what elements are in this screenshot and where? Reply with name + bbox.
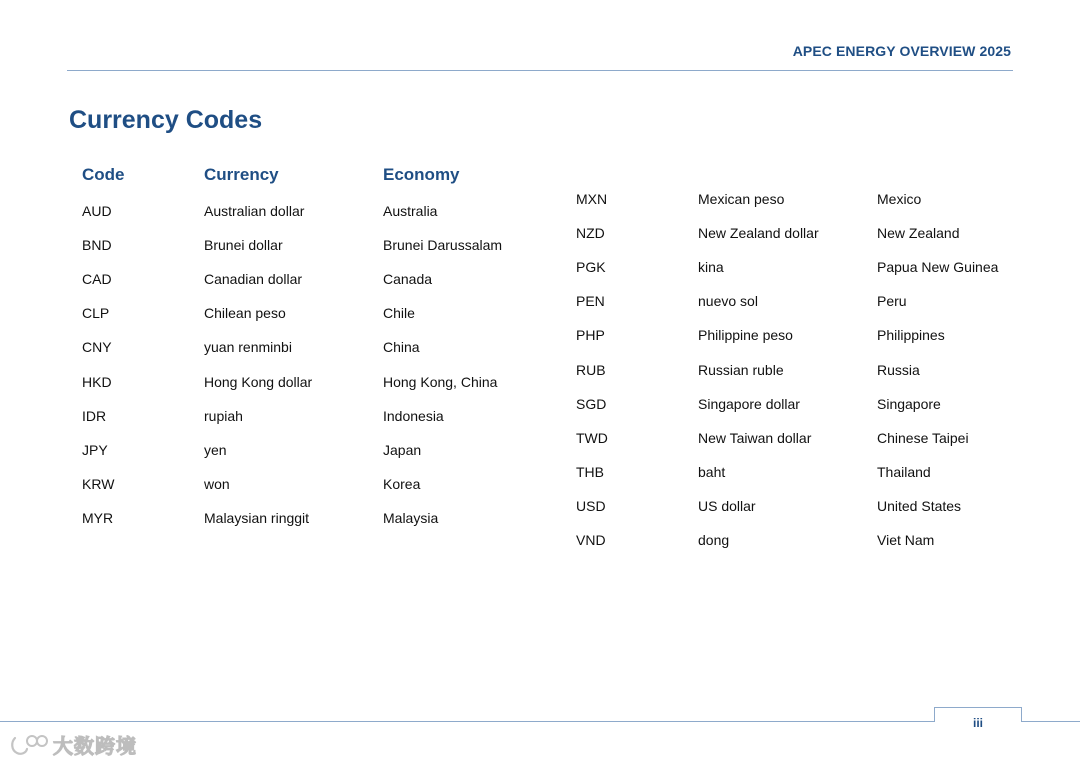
cell-code: BND: [82, 237, 112, 254]
page-number: iii: [972, 716, 983, 730]
column-header-currency: Currency: [204, 165, 279, 184]
cell-currency: Brunei dollar: [204, 237, 283, 254]
cell-economy: Philippines: [877, 327, 945, 344]
cell-economy: Korea: [383, 475, 421, 492]
footer-divider: [0, 721, 934, 722]
cell-code: PGK: [576, 259, 606, 276]
cell-currency: Malaysian ringgit: [204, 509, 310, 526]
cell-economy: Japan: [383, 441, 422, 458]
cell-currency: nuevo sol: [698, 293, 758, 310]
cell-economy: United States: [877, 497, 962, 514]
cell-economy: Hong Kong, China: [383, 373, 498, 390]
cell-code: NZD: [576, 225, 605, 242]
cell-code: HKD: [82, 373, 112, 390]
cell-economy: Singapore: [877, 395, 941, 412]
cell-currency: Canadian dollar: [204, 271, 303, 288]
cell-code: TWD: [576, 429, 608, 446]
cell-code: RUB: [576, 361, 606, 378]
cell-currency: rupiah: [204, 407, 243, 424]
cell-currency: Australian dollar: [204, 203, 305, 219]
cell-currency: Mexican peso: [698, 191, 785, 207]
cell-economy: Mexico: [877, 191, 922, 207]
footer-divider-right: [1021, 721, 1080, 722]
column-header-code: Code: [82, 165, 125, 184]
cell-currency: yen: [204, 441, 227, 458]
cell-currency: Chilean peso: [204, 305, 286, 322]
cell-economy: Chinese Taipei: [877, 429, 969, 446]
cell-currency: Hong Kong dollar: [204, 373, 313, 390]
cell-economy: China: [383, 339, 420, 356]
cell-code: PEN: [576, 293, 605, 310]
cell-economy: Chile: [383, 305, 415, 322]
cell-economy: Malaysia: [383, 509, 439, 526]
cell-currency: New Taiwan dollar: [698, 429, 812, 446]
cell-code: SGD: [576, 395, 607, 412]
cell-code: THB: [576, 463, 604, 480]
cell-economy: Indonesia: [383, 407, 444, 424]
cell-code: CAD: [82, 271, 112, 288]
watermark-logo-icon: [9, 732, 49, 758]
cell-code: IDR: [82, 407, 107, 424]
running-header: APEC ENERGY OVERVIEW 2025: [792, 43, 1011, 59]
cell-economy: Thailand: [877, 463, 931, 480]
cell-economy: New Zealand: [877, 225, 960, 242]
cell-currency: New Zealand dollar: [698, 225, 819, 242]
cell-code: MYR: [82, 509, 114, 526]
cell-currency: kina: [698, 259, 724, 276]
cell-economy: Brunei Darussalam: [383, 237, 503, 254]
cell-economy: Viet Nam: [877, 532, 935, 548]
cell-code: VND: [576, 532, 606, 548]
cell-code: CLP: [82, 305, 110, 322]
cell-code: PHP: [576, 327, 605, 344]
cell-economy: Peru: [877, 293, 907, 310]
cell-currency: yuan renminbi: [204, 339, 292, 356]
header-divider: [67, 70, 1013, 71]
cell-currency: US dollar: [698, 497, 756, 514]
cell-code: AUD: [82, 203, 112, 219]
cell-economy: Australia: [383, 203, 438, 219]
cell-code: JPY: [82, 441, 108, 458]
cell-code: USD: [576, 497, 606, 514]
cell-code: CNY: [82, 339, 112, 356]
cell-currency: Russian ruble: [698, 361, 784, 378]
cell-currency: Philippine peso: [698, 327, 793, 344]
cell-code: KRW: [82, 475, 115, 492]
cell-currency: baht: [698, 463, 726, 480]
cell-currency: Singapore dollar: [698, 395, 800, 412]
cell-currency: won: [204, 475, 230, 492]
page-title: Currency Codes: [69, 106, 263, 134]
column-header-economy: Economy: [383, 165, 460, 184]
cell-economy: Russia: [877, 361, 920, 378]
cell-economy: Papua New Guinea: [877, 259, 999, 276]
cell-currency: dong: [698, 532, 730, 548]
cell-economy: Canada: [383, 271, 433, 288]
watermark-text: 大数跨境: [53, 736, 137, 758]
cell-code: MXN: [576, 191, 608, 207]
watermark: [9, 730, 137, 759]
